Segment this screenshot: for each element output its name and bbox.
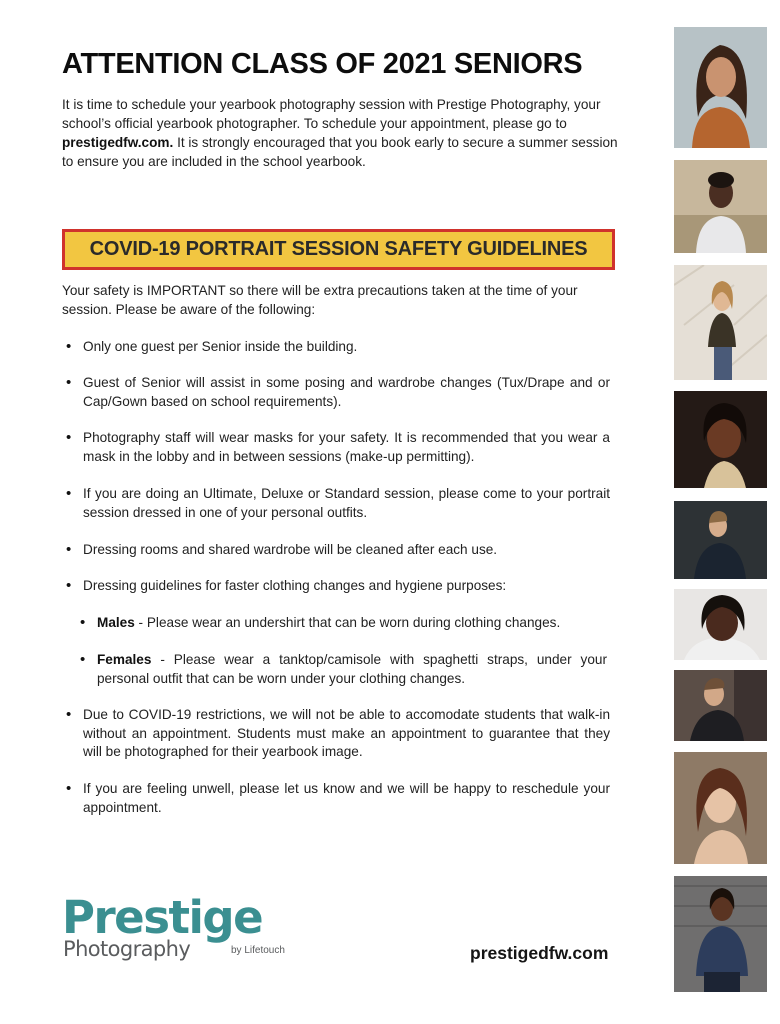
safety-guidelines-banner: COVID-19 PORTRAIT SESSION SAFETY GUIDELINES bbox=[62, 229, 615, 270]
sub-item-label: Females bbox=[97, 652, 152, 667]
portrait-photo bbox=[674, 501, 767, 579]
guidelines-lead: Your safety is IMPORTANT so there will be extra precautions taken at the time of your session. Please be aware of the following: bbox=[62, 283, 578, 317]
page-title: ATTENTION CLASS OF 2021 SENIORS bbox=[62, 48, 583, 80]
intro-text-continued: It is strongly encouraged that you book early to secure a summer session to ensure you are included in the school yearbook. bbox=[62, 135, 618, 169]
footer-website-link[interactable]: prestigedfw.com bbox=[470, 943, 609, 963]
guideline-item: • If you are doing an Ultimate, Deluxe or Standard session, please come to your portrait session dressed in one of your personal outfits. bbox=[83, 485, 610, 522]
portrait-photo bbox=[674, 876, 767, 992]
portrait-photo bbox=[674, 160, 767, 253]
sub-item-label: Males bbox=[97, 615, 135, 630]
intro-website-link[interactable]: prestigedfw.com. bbox=[62, 135, 174, 150]
guideline-item: • Dressing guidelines for faster clothing changes and hygiene purposes: bbox=[83, 577, 610, 596]
portrait-photo bbox=[674, 589, 767, 660]
prestige-photography-logo bbox=[62, 892, 312, 972]
logo-wordmark: Prestige bbox=[62, 891, 263, 944]
portrait-photo bbox=[674, 752, 767, 864]
guideline-item: • If you are feeling unwell, please let us know and we will be happy to reschedule your appointment. bbox=[83, 780, 610, 817]
guideline-item: • Only one guest per Senior inside the building. bbox=[83, 338, 610, 357]
logo-byline: by Lifetouch bbox=[231, 945, 285, 956]
portrait-photo bbox=[674, 670, 767, 741]
portrait-photo bbox=[674, 27, 767, 148]
portrait-photo bbox=[674, 265, 767, 380]
guideline-sub-item-males bbox=[97, 614, 607, 633]
guideline-item: • Photography staff will wear masks for your safety. It is recommended that you wear a mask in the lobby and in between sessions (make-up permitting). bbox=[83, 429, 610, 466]
guideline-item: • Dressing rooms and shared wardrobe will be cleaned after each use. bbox=[83, 541, 610, 560]
portrait-photo bbox=[674, 391, 767, 488]
intro-text: It is time to schedule your yearbook photography session with Prestige Photography, your school’s official yearbook photographer. To schedule your appointment, please go to bbox=[62, 97, 601, 131]
sub-item-text: - Please wear a tanktop/camisole with spaghetti straps, under your personal outfit that can be worn under your clothing changes. bbox=[97, 652, 607, 686]
sub-item-text: - Please wear an undershirt that can be worn during clothing changes. bbox=[134, 615, 561, 630]
logo-subtitle: Photography bbox=[63, 937, 191, 961]
guideline-item: • Guest of Senior will assist in some posing and wardrobe changes (Tux/Drape and or Cap/Gown based on school requirements). bbox=[83, 374, 610, 411]
guideline-item: • Due to COVID-19 restrictions, we will not be able to accomodate students that walk-in without an appointment. Students must make an appointment to guarantee that they will be photographed for their yearbook image. bbox=[83, 706, 610, 762]
intro-paragraph bbox=[62, 95, 622, 171]
guideline-sub-item-females bbox=[97, 651, 607, 688]
